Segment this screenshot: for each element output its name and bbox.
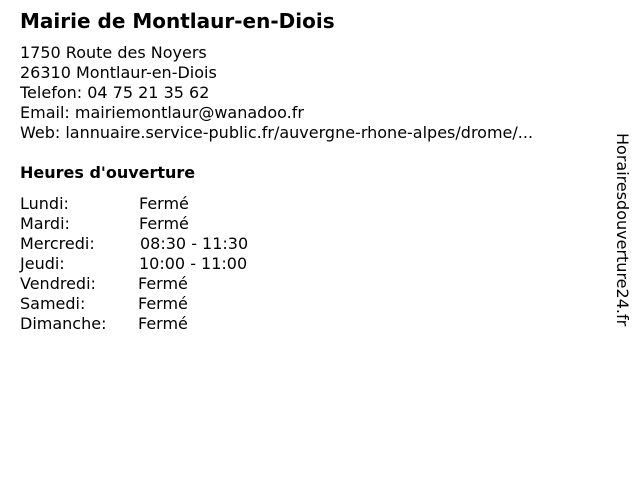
email-address: Email: mairiemontlaur@wanadoo.fr (20, 103, 304, 122)
hours-value: Fermé (139, 214, 189, 233)
day-label: Jeudi: (20, 254, 65, 273)
hours-value: 08:30 - 11:30 (140, 234, 249, 253)
city-postal-code: 26310 Montlaur-en-Diois (20, 63, 217, 82)
hours-row-monday (20, 194, 320, 214)
hours-value: 10:00 - 11:00 (139, 254, 248, 273)
hours-row-sunday (20, 314, 320, 334)
day-label: Mardi: (20, 214, 70, 233)
hours-value: Fermé (139, 194, 189, 213)
website-url: Web: lannuaire.service-public.fr/auvergne-rhone-alpes/drome/... (20, 123, 534, 142)
site-watermark: Horairesdouverture24.fr (613, 133, 632, 327)
hours-row-tuesday (20, 214, 320, 234)
day-label: Samedi: (20, 294, 86, 313)
hours-value: Fermé (138, 274, 188, 293)
phone-number: Telefon: 04 75 21 35 62 (20, 83, 210, 102)
street-address: 1750 Route des Noyers (20, 43, 207, 62)
opening-hours-table (20, 194, 320, 334)
hours-row-saturday (20, 294, 320, 314)
day-label: Vendredi: (20, 274, 96, 293)
day-label: Dimanche: (20, 314, 107, 333)
opening-hours-heading: Heures d'ouverture (20, 163, 196, 182)
page-title: Mairie de Montlaur-en-Diois (20, 9, 335, 33)
address-block (20, 43, 533, 143)
hours-row-friday (20, 274, 320, 294)
hours-row-thursday (20, 254, 320, 274)
hours-value: Fermé (138, 294, 188, 313)
hours-row-wednesday (20, 234, 320, 254)
day-label: Mercredi: (20, 234, 95, 253)
day-label: Lundi: (20, 194, 69, 213)
hours-value: Fermé (138, 314, 188, 333)
